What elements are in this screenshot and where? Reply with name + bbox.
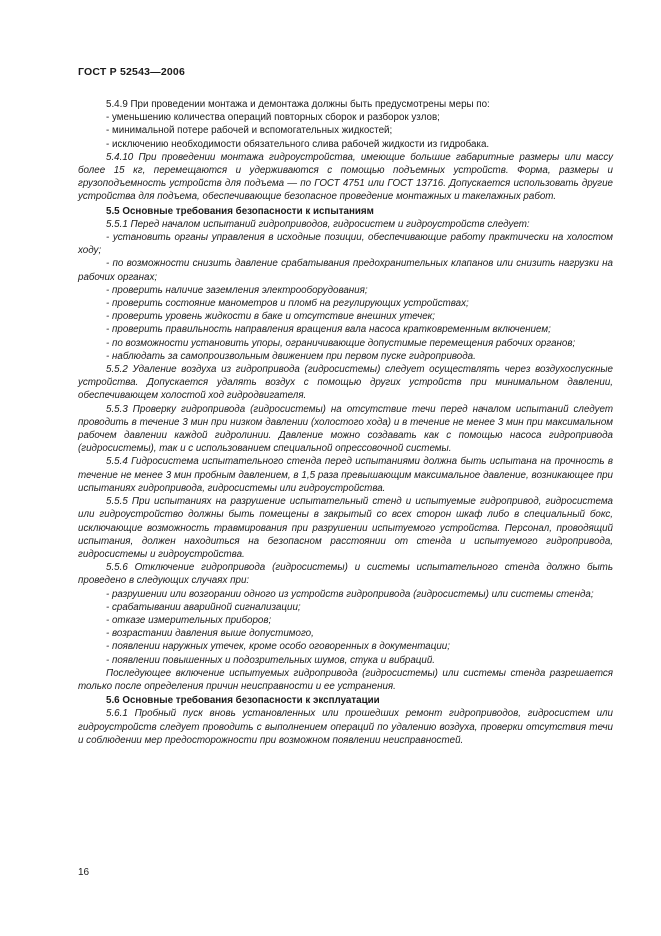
section-heading: 5.5 Основные требования безопасности к испытаниям [106,205,374,217]
paragraph: 5.5.2 Удаление воздуха из гидропривода (гидросистемы) следует осуществлять через воздухоспускные устройства. Допускается удалять воздух с помощью других устройств при минимальном давлении, обеспечивающем холостой ход гидродвигателя. [78,364,613,402]
paragraph: - разрушении или возгорании одного из устройств гидропривода (гидросистемы) или системы стенда; [106,588,594,600]
paragraph: - проверить правильность направления вращения вала насоса кратковременным включением; [106,324,551,336]
paragraph: 5.5.6 Отключение гидропривода (гидросистемы) и системы испытательного стенда должно быть проведено в следующих случаях при: [78,562,613,587]
paragraph: 5.5.1 Перед началом испытаний гидроприводов, гидросистем и гидроустройств следует: [106,218,530,230]
paragraph: - минимальной потере рабочей и вспомогательных жидкостей; [106,125,393,137]
paragraph: - наблюдать за самопроизвольным движением при первом пуске гидропривода. [106,350,476,362]
paragraph: - отказе измерительных приборов; [106,614,272,626]
paragraph: - срабатывании аварийной сигнализации; [106,601,301,613]
paragraph: - уменьшению количества операций повторных сборок и разборок узлов; [106,112,440,124]
paragraph: - проверить наличие заземления электрооборудования; [106,284,368,296]
paragraph: 5.4.10 При проведении монтажа гидроустройства, имеющие большие габаритные размеры или массу более 15 кг, перемещаются и удерживаются с помощью подъемных устройств. Форма, размеры и грузоподъемность устройств для подъема — по ГОСТ 4751 или ГОСТ 13716. Допускается использовать другие устройства для подъема, обеспечивающие безопасное проведение монтажных и такелажных работ. [78,151,613,203]
paragraph: - установить органы управления в исходные позиции, обеспечивающие работу практически на холостом ходу; [78,232,613,257]
paragraph: 5.6.1 Пробный пуск вновь установленных или прошедших ремонт гидроприводов, гидросистем или гидроустройств следует проводить с выполнением операций по удалению воздуха, проверки отсутствия течи и соблюдении мер предосторожности при возможном появлении неисправностей. [78,708,613,746]
paragraph: - проверить уровень жидкости в баке и отсутствие внешних утечек; [106,311,436,323]
document-body [78,98,613,747]
paragraph: - возрастании давления выше допустимого, [106,628,314,640]
paragraph: 5.5.3 Проверку гидропривода (гидросистемы) на отсутствие течи перед началом испытаний следует проводить в течение 3 мин при низком давлении (холостого хода) и в течение не менее 3 мин при максимальном рабочем давлении каждой гидролинии. Давление можно создавать как с помощью насоса гидропривода (гидросистемы), так и с использованием специальной опрессовочной системы. [78,403,613,455]
paragraph: - появлении повышенных и подозрительных шумов, стука и вибраций. [106,654,436,666]
section-heading: 5.6 Основные требования безопасности к эксплуатации [106,695,380,707]
paragraph: 5.5.5 При испытаниях на разрушение испытательный стенд и испытуемые гидропривод, гидросистема или гидроустройство должны быть помещены в закрытый со всех сторон шкаф либо в специальный бокс, исключающие возможность травмирования при разрушении испытуемого устройства. Персонал, проводящий испытания, должен находиться на безопасном расстоянии от стенда и испытуемого гидропривода, гидросистемы и гидроустройства. [78,496,613,560]
page-number: 16 [78,867,90,878]
paragraph: - исключению необходимости обязательного слива рабочей жидкости из гидробака. [106,138,490,150]
paragraph: - появлении наружных утечек, кроме особо оговоренных в документации; [106,641,450,653]
paragraph: 5.5.4 Гидросистема испытательного стенда перед испытаниями должна быть испытана на прочность в течение не менее 3 мин пробным давлением, в 1,5 раза превышающим максимальное давление, возникающее при испытаниях гидропривода, гидросистемы или гидроустройства. [78,456,613,494]
paragraph: Последующее включение испытуемых гидропривода (гидросистемы) или системы стенда разрешается только после определения причин неисправности и ее устранения. [78,667,613,692]
paragraph: - по возможности снизить давление срабатывания предохранительных клапанов или снизить нагрузки на рабочих органах; [78,258,613,283]
paragraph: - по возможности установить упоры, ограничивающие допустимые перемещения рабочих органов; [106,337,576,349]
paragraph: - проверить состояние манометров и пломб на регулирующих устройствах; [106,298,469,310]
paragraph: 5.4.9 При проведении монтажа и демонтажа должны быть предусмотрены меры по: [106,99,490,110]
document-header: ГОСТ Р 52543—2006 [78,66,186,78]
